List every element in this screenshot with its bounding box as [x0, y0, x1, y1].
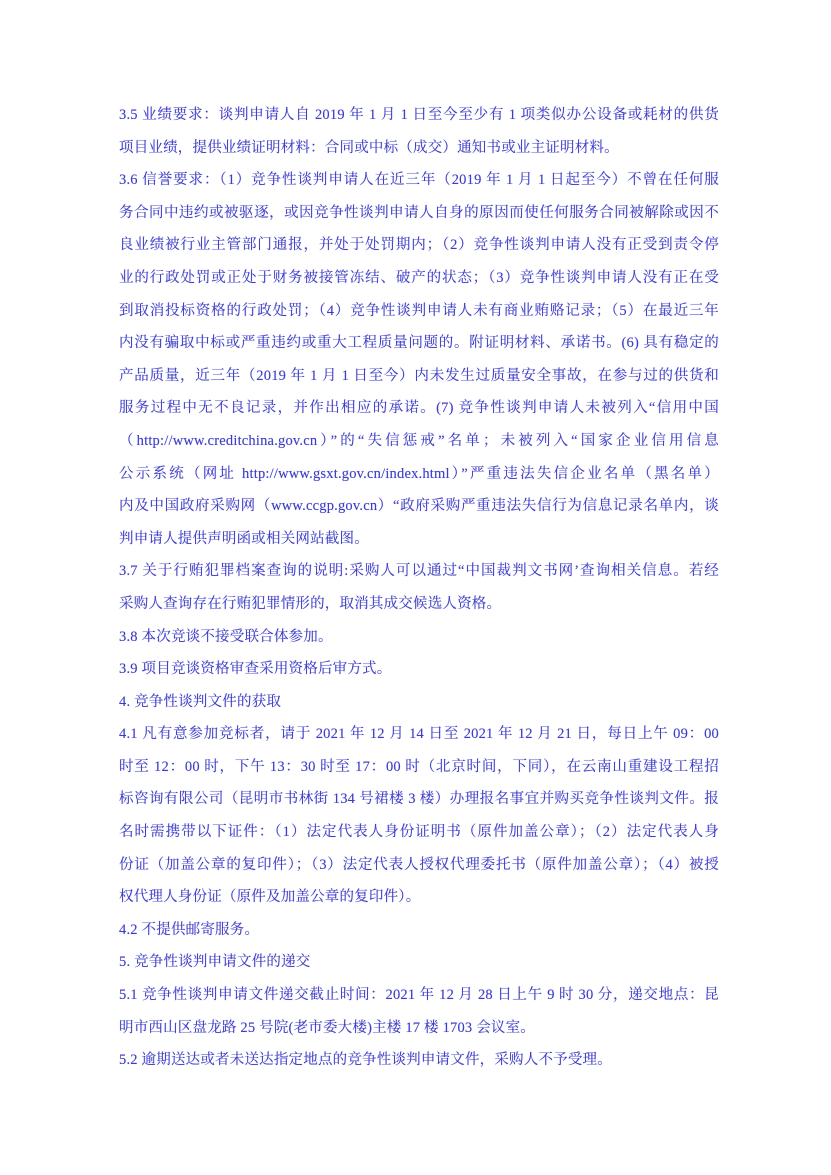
text-line: 采购人查询存在行贿犯罪情形的，取消其成交候选人资格。 — [119, 595, 502, 612]
text-line: 3.8 本次竞谈不接受联合体参加。 — [119, 628, 333, 645]
text-line: 5. 竞争性谈判申请文件的递交 — [119, 954, 311, 971]
text-line: 公示系统（网址 http://www.gsxt.gov.cn/index.html）”严重违法失信企业名单（黑名单） — [119, 465, 719, 482]
text-line: 3.5 业绩要求：谈判申请人自 2019 年 1 月 1 日至今至少有 1 项类似办公设备或耗材的供货 — [119, 107, 719, 123]
text-line: 判申请人提供声明函或相关网站截图。 — [119, 530, 369, 547]
text-line: （http://www.creditchina.gov.cn）”的“失信惩戒”名单；未被列入“国家企业信用信息 — [119, 432, 719, 449]
text-line: 4.2 不提供邮寄服务。 — [119, 921, 260, 938]
text-line: 标咨询有限公司（昆明市书林街 134 号裙楼 3 楼）办理报名事宜并购买竞争性谈判文件。报 — [119, 791, 719, 808]
paragraph-5 — [119, 946, 719, 979]
text-line: 内及中国政府采购网（www.ccgp.gov.cn）“政府采购严重违法失信行为信息记录名单内，谈 — [119, 498, 719, 515]
document-body — [119, 99, 719, 1077]
text-line: 良业绩被行业主管部门通报，并处于处罚期内；（2）竞争性谈判申请人没有正受到责令停 — [119, 237, 719, 254]
paragraph-3-8 — [119, 621, 719, 654]
text-line: 内没有骗取中标或严重违约或重大工程质量问题的。附证明材料、承诺书。(6) 具有稳定的 — [119, 335, 719, 352]
text-line: 项目业绩，提供业绩证明材料：合同或中标（成交）通知书或业主证明材料。 — [119, 139, 619, 156]
paragraph-3-9 — [119, 653, 719, 686]
text-line: 5.2 逾期送达或者未送达指定地点的竞争性谈判申请文件，采购人不予受理。 — [119, 1052, 612, 1069]
paragraph-3-5 — [119, 99, 719, 164]
text-line: 名时需携带以下证件：（1）法定代表人身份证明书（原件加盖公章）；（2）法定代表人身 — [119, 824, 719, 841]
paragraph-4-1 — [119, 718, 719, 914]
paragraph-5-1 — [119, 979, 719, 1044]
paragraph-5-2 — [119, 1044, 719, 1077]
text-line: 产品质量，近三年（2019 年 1 月 1 日至今）内未发生过质量安全事故，在参与过的供货和 — [119, 367, 719, 384]
paragraph-4-2 — [119, 914, 719, 947]
text-line: 到取消投标资格的行政处罚；（4）竞争性谈判申请人未有商业贿赂记录；（5）在最近三年 — [119, 302, 719, 319]
paragraph-3-7 — [119, 555, 719, 620]
paragraph-3-6 — [119, 164, 719, 555]
text-line: 5.1 竞争性谈判申请文件递交截止时间：2021 年 12 月 28 日上午 9 时 30 分，递交地点：昆 — [119, 987, 719, 1004]
text-line: 时至 12：00 时，下午 13：30 时至 17：00 时（北京时间，下同），在云南山重建设工程招 — [119, 758, 719, 775]
text-line: 3.7 关于行贿犯罪档案查询的说明:采购人可以通过“中国裁判文书网’查询相关信息。若经 — [119, 563, 719, 580]
text-line: 权代理人身份证（原件及加盖公章的复印件）。 — [119, 889, 421, 906]
text-line: 3.9 项目竞谈资格审查采用资格后审方式。 — [119, 661, 392, 678]
text-line: 务合同中违约或被驱逐，或因竞争性谈判申请人自身的原因而使任何服务合同被解除或因不 — [119, 204, 719, 221]
text-line: 份证（加盖公章的复印件）；（3）法定代表人授权代理委托书（原件加盖公章）；（4）被授 — [119, 856, 719, 873]
text-line: 3.6 信誉要求：（1）竞争性谈判申请人在近三年（2019 年 1 月 1 日起至今）不曾在任何服 — [119, 172, 719, 189]
text-line: 服务过程中无不良记录，并作出相应的承诺。(7) 竞争性谈判申请人未被列入“信用中国 — [119, 400, 719, 417]
paragraph-4 — [119, 686, 719, 719]
text-line: 明市西山区盘龙路 25 号院(老市委大楼)主楼 17 楼 1703 会议室。 — [119, 1019, 536, 1036]
text-line: 业的行政处罚或正处于财务被接管冻结、破产的状态；（3）竞争性谈判申请人没有正在受 — [119, 269, 719, 286]
text-line: 4.1 凡有意参加竞标者，请于 2021 年 12 月 14 日至 2021 年 12 月 21 日，每日上午 09：00 — [119, 726, 719, 743]
text-line: 4. 竞争性谈判文件的获取 — [119, 693, 282, 710]
